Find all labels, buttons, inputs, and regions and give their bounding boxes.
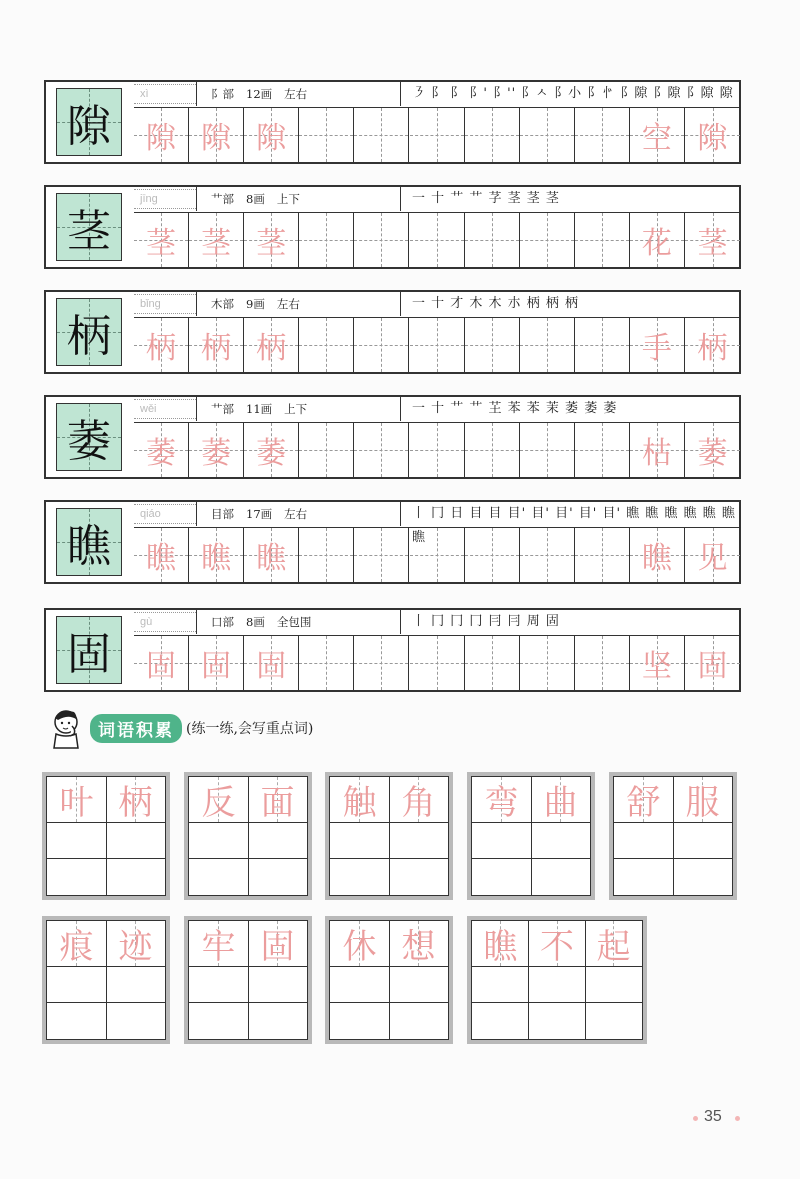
writing-cell[interactable] xyxy=(354,528,409,582)
word-character: 服 xyxy=(685,782,720,823)
radical: 口部 xyxy=(211,615,234,629)
writing-cell[interactable] xyxy=(630,108,685,162)
character-meta xyxy=(196,187,401,211)
writing-cell[interactable] xyxy=(299,636,354,690)
tracing-character: 固 xyxy=(256,649,287,684)
writing-cell[interactable] xyxy=(575,636,630,690)
writing-cell[interactable] xyxy=(244,213,299,267)
writing-cell[interactable] xyxy=(244,108,299,162)
writing-cell[interactable] xyxy=(244,423,299,477)
word-character: 萎 xyxy=(697,436,728,471)
writing-cell[interactable] xyxy=(520,423,575,477)
tracing-character: 固 xyxy=(201,649,232,684)
stroke-count: 8画 xyxy=(246,192,265,206)
word-character: 角 xyxy=(401,782,436,823)
stroke-order: 一 十 才 木 木 朩 柄 柄 柄 xyxy=(412,296,580,311)
writing-cell[interactable] xyxy=(630,528,685,582)
writing-grid xyxy=(134,423,740,477)
model-character: 固 xyxy=(56,616,122,684)
character-info xyxy=(134,187,740,213)
tracing-character: 柄 xyxy=(256,331,287,366)
tracing-character: 瞧 xyxy=(256,541,287,576)
radical: 艹部 xyxy=(211,192,234,206)
writing-cell[interactable] xyxy=(685,213,740,267)
writing-cell[interactable] xyxy=(465,423,520,477)
character-meta xyxy=(196,397,401,421)
character-meta xyxy=(196,502,401,526)
pinyin: xì xyxy=(134,84,196,104)
tracing-character: 瞧 xyxy=(146,541,176,576)
writing-cell[interactable] xyxy=(520,528,575,582)
word-character: 舒 xyxy=(626,782,661,823)
tracing-character: 萎 xyxy=(256,436,287,471)
word-practice-box xyxy=(42,772,170,900)
writing-grid xyxy=(134,318,740,372)
writing-cell[interactable] xyxy=(244,636,299,690)
writing-cell[interactable] xyxy=(465,636,520,690)
writing-cell[interactable] xyxy=(299,213,354,267)
character-info xyxy=(134,502,740,545)
writing-cell[interactable] xyxy=(299,318,354,372)
word-character: 触 xyxy=(342,782,377,823)
structure: 左右 xyxy=(284,507,308,521)
tracing-character: 隙 xyxy=(256,121,287,156)
model-character: 柄 xyxy=(56,298,122,366)
stroke-count: 9画 xyxy=(246,297,265,311)
tracing-character: 茎 xyxy=(256,226,287,261)
boy-thinking-icon xyxy=(46,706,90,750)
character-meta xyxy=(196,82,401,106)
stroke-order: 丨 冂 冂 冂 冃 冃 周 固 xyxy=(412,614,560,629)
pinyin: bǐng xyxy=(134,294,196,314)
writing-cell[interactable] xyxy=(134,108,189,162)
stroke-count: 11画 xyxy=(246,402,273,416)
page-dot-left xyxy=(693,1116,698,1121)
writing-cell[interactable] xyxy=(189,528,244,582)
writing-cell[interactable] xyxy=(134,636,189,690)
writing-cell[interactable] xyxy=(354,636,409,690)
character-row xyxy=(44,185,741,269)
writing-cell[interactable] xyxy=(410,423,465,477)
radical: 艹部 xyxy=(211,402,234,416)
writing-cell[interactable] xyxy=(244,318,299,372)
character-row xyxy=(44,395,741,479)
character-row xyxy=(44,608,741,692)
word-character: 想 xyxy=(401,926,436,967)
word-character: 瞧 xyxy=(641,541,672,576)
word-character: 曲 xyxy=(543,782,578,823)
word-character: 柄 xyxy=(697,331,728,366)
structure: 左右 xyxy=(284,87,308,101)
word-character: 叶 xyxy=(59,782,94,823)
writing-cell[interactable] xyxy=(189,636,244,690)
stroke-count: 12画 xyxy=(246,87,273,101)
writing-cell[interactable] xyxy=(189,108,244,162)
word-practice-box xyxy=(184,916,312,1044)
word-practice-box xyxy=(42,916,170,1044)
writing-grid xyxy=(134,528,740,582)
word-character: 柄 xyxy=(118,782,153,823)
structure: 全包围 xyxy=(276,615,312,629)
writing-grid xyxy=(134,108,740,162)
writing-cell[interactable] xyxy=(410,636,465,690)
word-character: 固 xyxy=(260,926,295,967)
word-practice-box xyxy=(325,916,453,1044)
writing-cell[interactable] xyxy=(465,318,520,372)
stroke-order: 丨 冂 日 目 目 目' 目' 目' 目' 目' 瞧 瞧 瞧 瞧 瞧 瞧 瞧 xyxy=(412,506,736,545)
character-meta xyxy=(196,292,401,316)
word-character: 茎 xyxy=(697,226,728,261)
writing-cell[interactable] xyxy=(685,423,740,477)
tracing-character: 柄 xyxy=(146,331,176,366)
writing-cell[interactable] xyxy=(410,318,465,372)
radical: 阝部 xyxy=(211,87,234,101)
writing-cell[interactable] xyxy=(630,423,685,477)
word-practice-box xyxy=(467,916,647,1044)
writing-cell[interactable] xyxy=(630,636,685,690)
word-character: 见 xyxy=(697,541,728,576)
writing-cell[interactable] xyxy=(575,423,630,477)
pinyin: jīng xyxy=(134,189,196,209)
stroke-order: 一 十 艹 艹 芓 茎 茎 茎 xyxy=(412,191,560,206)
character-row xyxy=(44,290,741,374)
writing-cell[interactable] xyxy=(630,213,685,267)
stroke-count: 8画 xyxy=(246,615,265,629)
word-character: 起 xyxy=(596,926,631,967)
character-meta xyxy=(196,610,401,634)
character-row xyxy=(44,80,741,164)
word-character: 反 xyxy=(201,782,236,823)
word-character: 坚 xyxy=(641,649,672,684)
writing-cell[interactable] xyxy=(189,423,244,477)
tracing-character: 萎 xyxy=(201,436,232,471)
writing-cell[interactable] xyxy=(520,318,575,372)
model-character: 萎 xyxy=(56,403,122,471)
writing-cell[interactable] xyxy=(410,108,465,162)
writing-cell[interactable] xyxy=(189,213,244,267)
character-row xyxy=(44,500,741,584)
structure: 上下 xyxy=(284,402,308,416)
radical: 木部 xyxy=(211,297,234,311)
word-character: 休 xyxy=(342,926,377,967)
writing-cell[interactable] xyxy=(134,423,189,477)
writing-cell[interactable] xyxy=(299,528,354,582)
tracing-character: 隙 xyxy=(146,121,176,156)
writing-cell[interactable] xyxy=(520,213,575,267)
word-character: 不 xyxy=(539,926,574,967)
writing-cell[interactable] xyxy=(575,108,630,162)
stroke-count: 17画 xyxy=(246,507,273,521)
writing-cell[interactable] xyxy=(134,528,189,582)
tracing-character: 柄 xyxy=(201,331,232,366)
writing-cell[interactable] xyxy=(354,108,409,162)
writing-cell[interactable] xyxy=(354,423,409,477)
radical: 目部 xyxy=(211,507,234,521)
writing-cell[interactable] xyxy=(520,108,575,162)
writing-cell[interactable] xyxy=(244,528,299,582)
character-info xyxy=(134,82,740,108)
model-character: 瞧 xyxy=(56,508,122,576)
model-character: 茎 xyxy=(56,193,122,261)
writing-cell[interactable] xyxy=(685,636,740,690)
word-character: 痕 xyxy=(59,926,94,967)
writing-cell[interactable] xyxy=(575,318,630,372)
writing-cell[interactable] xyxy=(575,213,630,267)
character-info xyxy=(134,292,740,318)
word-character: 牢 xyxy=(201,926,236,967)
writing-cell[interactable] xyxy=(299,108,354,162)
tracing-character: 茎 xyxy=(146,226,176,261)
writing-cell[interactable] xyxy=(520,636,575,690)
writing-grid xyxy=(134,636,740,690)
stroke-order: 一 十 艹 艹 芏 苯 苯 茉 萎 萎 萎 xyxy=(412,401,618,416)
structure: 左右 xyxy=(276,297,300,311)
page-dot-right xyxy=(735,1116,740,1121)
section-header xyxy=(46,706,313,750)
word-character: 枯 xyxy=(641,436,672,471)
word-character: 面 xyxy=(260,782,295,823)
word-character: 花 xyxy=(641,226,672,261)
character-info xyxy=(134,397,740,423)
section-note: (练一练,会写重点词) xyxy=(186,721,314,737)
character-info xyxy=(134,610,740,636)
word-practice-box xyxy=(609,772,737,900)
tracing-character: 固 xyxy=(146,649,176,684)
word-practice-box xyxy=(325,772,453,900)
writing-cell[interactable] xyxy=(685,108,740,162)
writing-cell[interactable] xyxy=(410,213,465,267)
section-title: 词语积累 xyxy=(90,714,182,743)
word-character: 空 xyxy=(641,121,672,156)
tracing-character: 隙 xyxy=(201,121,232,156)
word-character: 弯 xyxy=(484,782,519,823)
writing-cell[interactable] xyxy=(299,423,354,477)
writing-cell[interactable] xyxy=(685,528,740,582)
writing-cell[interactable] xyxy=(685,318,740,372)
writing-cell[interactable] xyxy=(465,213,520,267)
pinyin: qiáo xyxy=(134,504,196,524)
writing-cell[interactable] xyxy=(134,213,189,267)
pinyin: gù xyxy=(134,612,196,632)
pinyin: wěi xyxy=(134,399,196,419)
tracing-character: 萎 xyxy=(146,436,176,471)
structure: 上下 xyxy=(276,192,300,206)
word-practice-box xyxy=(184,772,312,900)
writing-cell[interactable] xyxy=(465,108,520,162)
tracing-character: 瞧 xyxy=(201,541,232,576)
word-character: 固 xyxy=(697,649,728,684)
word-character: 手 xyxy=(641,331,672,366)
writing-cell[interactable] xyxy=(465,528,520,582)
word-character: 迹 xyxy=(118,926,153,967)
writing-cell[interactable] xyxy=(134,318,189,372)
model-character: 隙 xyxy=(56,88,122,156)
tracing-character: 茎 xyxy=(201,226,232,261)
word-character: 隙 xyxy=(697,121,728,156)
writing-grid xyxy=(134,213,740,267)
writing-cell[interactable] xyxy=(575,528,630,582)
page-number: 35 xyxy=(704,1108,722,1125)
writing-cell[interactable] xyxy=(410,528,465,582)
word-practice-box xyxy=(467,772,595,900)
writing-cell[interactable] xyxy=(354,213,409,267)
word-character: 瞧 xyxy=(483,926,518,967)
stroke-order: ㇋ 阝 阝 阝' 阝'' 阝ㅅ 阝小 阝㣺 阝隙 阝隙 阝隙 隙 xyxy=(412,86,734,101)
writing-cell[interactable] xyxy=(630,318,685,372)
writing-cell[interactable] xyxy=(354,318,409,372)
writing-cell[interactable] xyxy=(189,318,244,372)
